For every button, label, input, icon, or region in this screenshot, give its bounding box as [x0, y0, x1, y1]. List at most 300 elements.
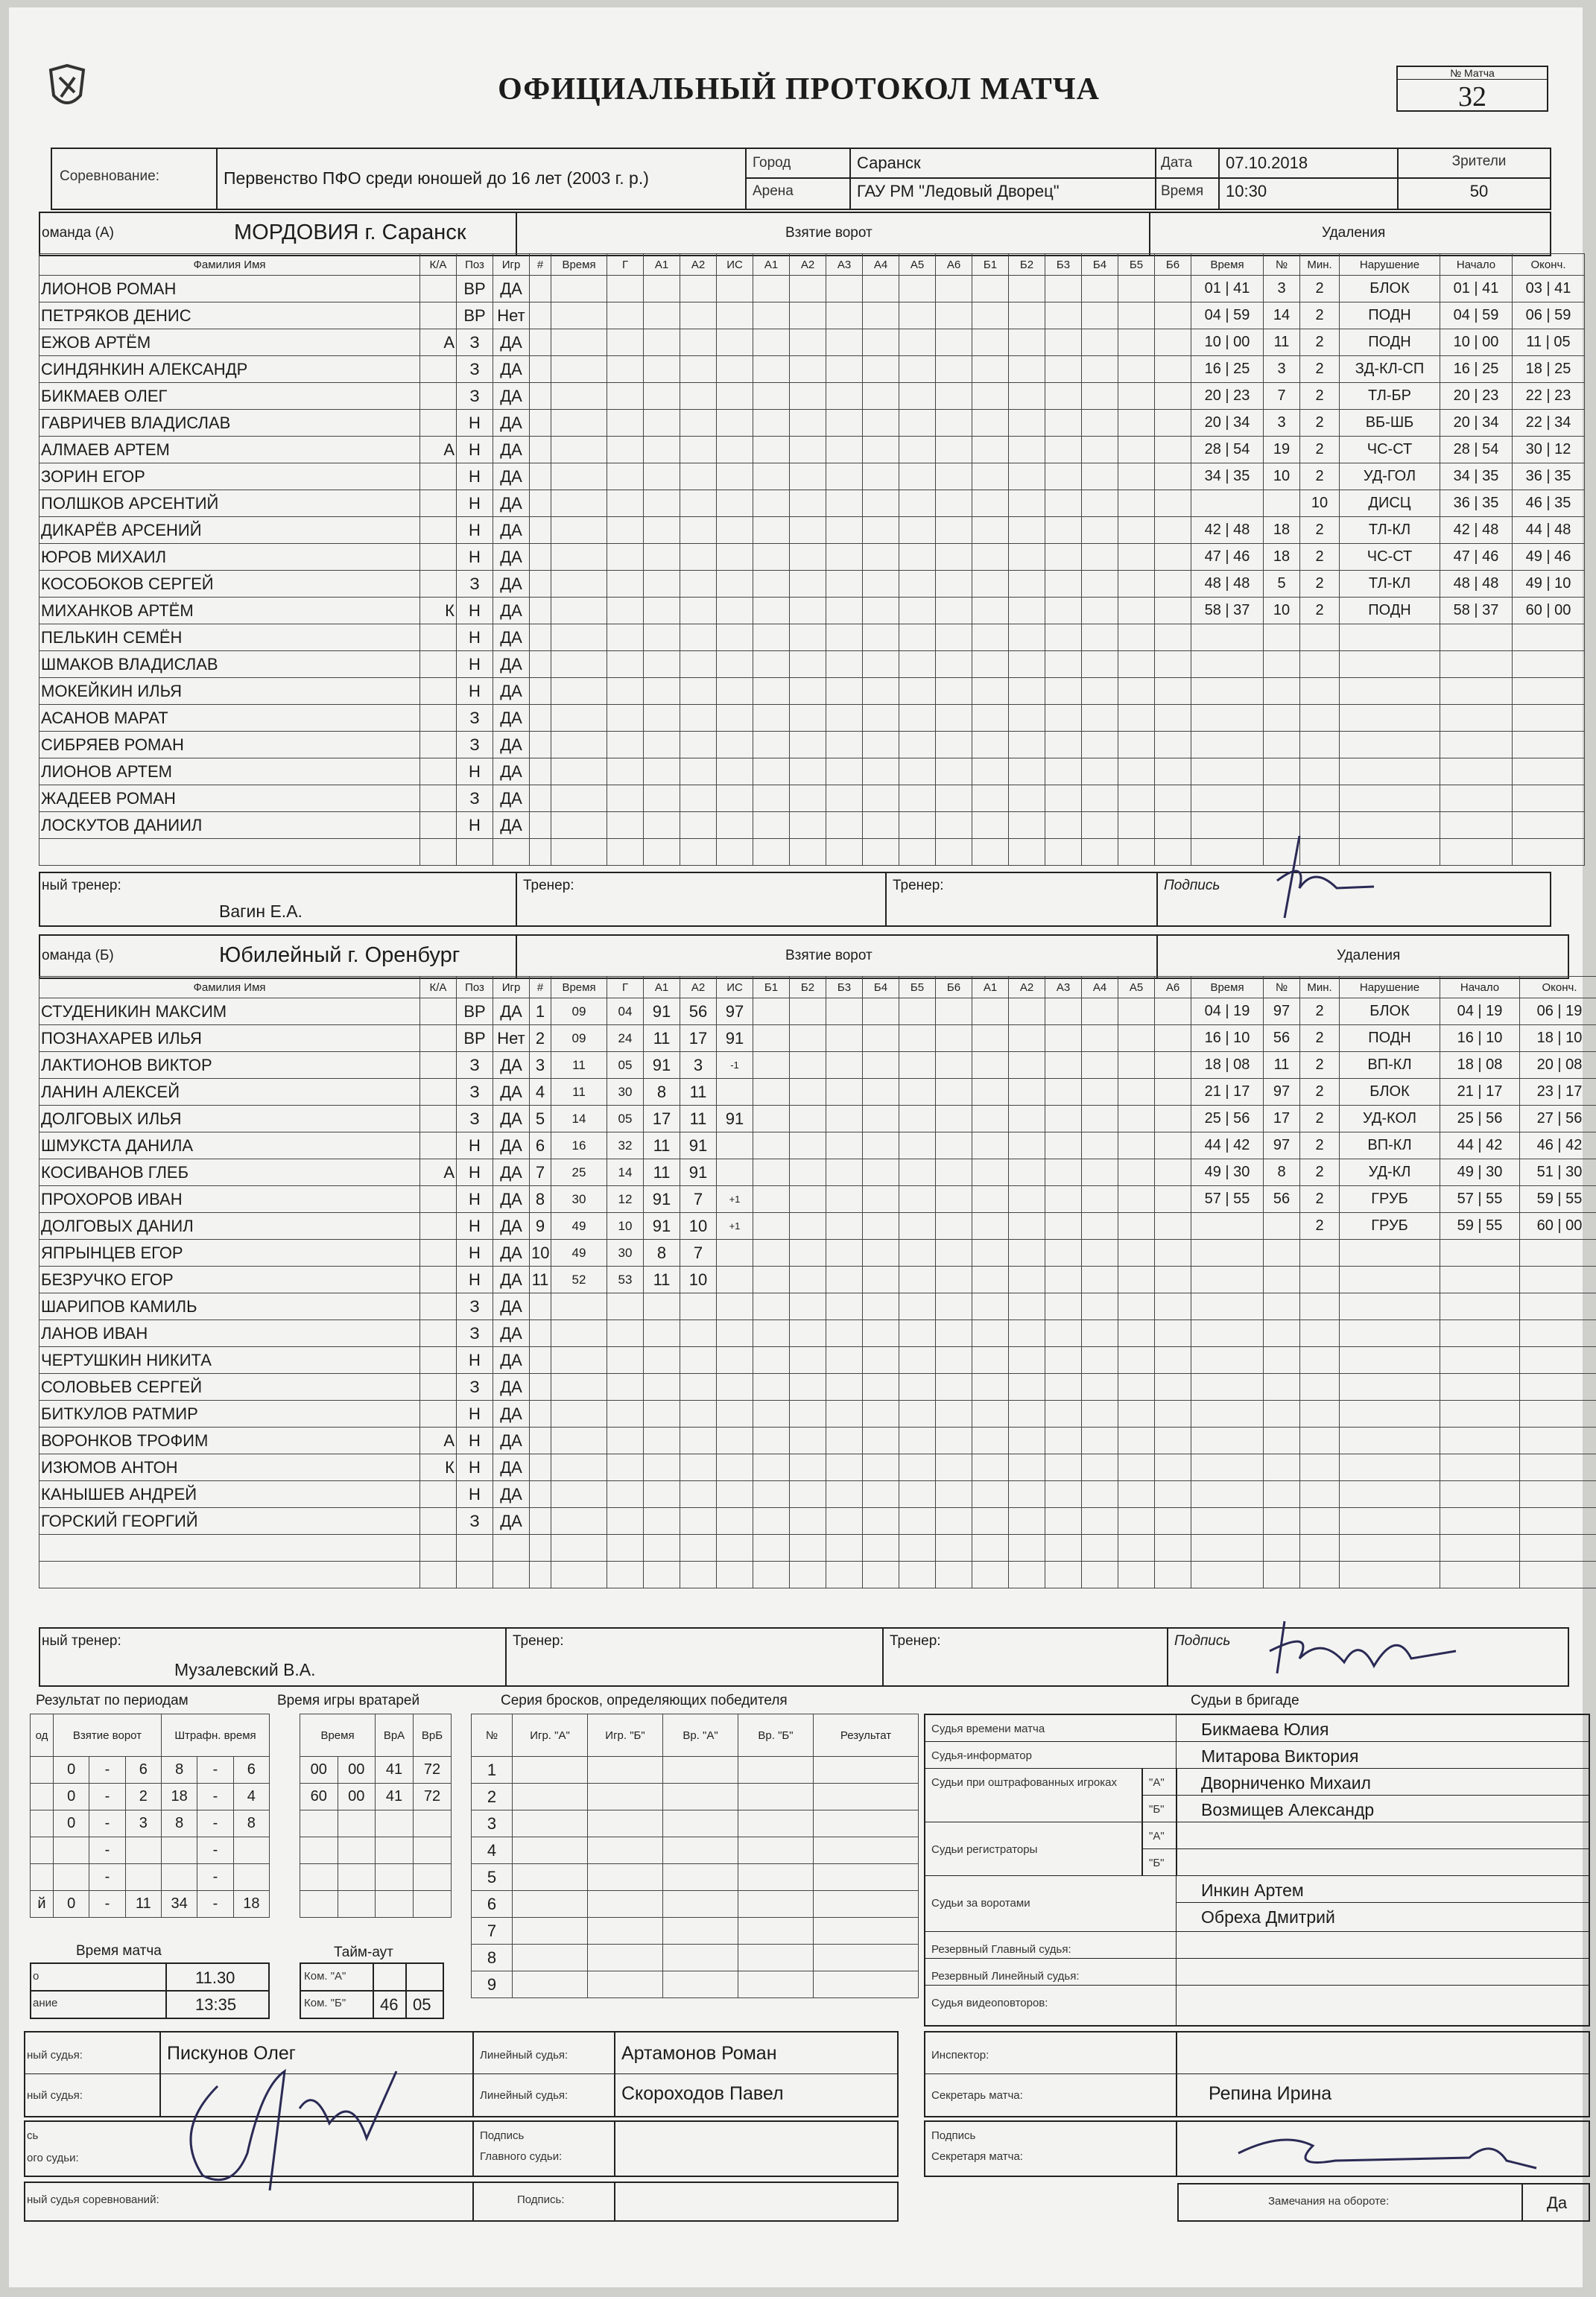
- periods-table: [30, 1714, 270, 1918]
- goal-cell: [899, 812, 936, 839]
- goal-cell: [790, 785, 826, 812]
- goal-cell: [790, 1106, 826, 1132]
- period-cell: -: [197, 1891, 233, 1918]
- penalty-cell: 3: [1264, 410, 1300, 437]
- player-played: ДА: [493, 1106, 530, 1132]
- goal-cell: 12: [607, 1186, 644, 1213]
- shootout-row: [472, 1891, 919, 1918]
- penalty-cell: [1520, 1374, 1596, 1401]
- player-played: ДА: [493, 1159, 530, 1186]
- player-captain-mark: [420, 356, 457, 383]
- goal-cell: [717, 705, 753, 732]
- goal-cell: [607, 1454, 644, 1481]
- goal-cell: [936, 1213, 972, 1240]
- goal-cell: [1118, 302, 1155, 329]
- roster-header: Фамилия Имя: [39, 254, 420, 276]
- secretary: Репина Ирина: [1209, 2083, 1332, 2104]
- player-position: Н: [457, 1267, 493, 1293]
- goal-cell: [1009, 544, 1045, 571]
- goal-cell: [1082, 1240, 1118, 1267]
- shootout-row: [472, 1864, 919, 1891]
- goal-cell: [551, 1454, 607, 1481]
- goal-cell: [972, 624, 1009, 651]
- goal-cell: [551, 651, 607, 678]
- goal-cell: [972, 732, 1009, 758]
- goal-cell: [1009, 1025, 1045, 1052]
- goal-judge-2: Обреха Дмитрий: [1201, 1907, 1335, 1927]
- goal-cell: [826, 329, 863, 356]
- penalty-cell: 10: [1300, 490, 1340, 517]
- penalty-header: №: [1264, 254, 1300, 276]
- goal-cell: [826, 1454, 863, 1481]
- goal-judge-1: Инкин Артем: [1201, 1881, 1304, 1900]
- period-cell: [31, 1864, 54, 1891]
- goal-cell: [551, 490, 607, 517]
- goal-cell: [1082, 1052, 1118, 1079]
- goal-cell: [1082, 1186, 1118, 1213]
- goal-cell: [1009, 1052, 1045, 1079]
- player-played: ДА: [493, 276, 530, 302]
- goal-cell: [1082, 1401, 1118, 1428]
- goal-cell: [1155, 1481, 1191, 1508]
- player-played: [493, 839, 530, 866]
- secretary-sign-label-2: Секретаря матча:: [931, 2150, 1023, 2163]
- date-label: Дата: [1161, 155, 1193, 171]
- penalty-cell: [1264, 732, 1300, 758]
- goal-cell: [607, 758, 644, 785]
- goal-cell: [863, 1562, 899, 1588]
- goal-cell: [1009, 329, 1045, 356]
- goal-cell: 25: [551, 1159, 607, 1186]
- goal-cell: [717, 598, 753, 624]
- goal-cell: [1009, 1481, 1045, 1508]
- goal-cell: [680, 678, 717, 705]
- goal-cell: [826, 1186, 863, 1213]
- penalty-cell: 44 | 42: [1440, 1132, 1520, 1159]
- goal-cell: [644, 1374, 680, 1401]
- goal-cell: [1082, 839, 1118, 866]
- goal-cell: [1118, 812, 1155, 839]
- player-name: ВОРОНКОВ ТРОФИМ: [39, 1428, 420, 1454]
- goal-cell: [680, 1374, 717, 1401]
- penalty-cell: УД-КЛ: [1340, 1159, 1440, 1186]
- penalty-cell: 49 | 30: [1440, 1159, 1520, 1186]
- goal-cell: [717, 517, 753, 544]
- penalty-cell: 34 | 35: [1191, 463, 1264, 490]
- goal-cell: [680, 1401, 717, 1428]
- goal-cell: [1009, 1374, 1045, 1401]
- goal-cell: [551, 1535, 607, 1562]
- penalty-cell: ЗД-КЛ-СП: [1340, 356, 1440, 383]
- goal-cell: [826, 678, 863, 705]
- goal-cell: [826, 1240, 863, 1267]
- competition-label: Соревнование:: [60, 168, 159, 184]
- goal-cell: [863, 1347, 899, 1374]
- goal-cell: [936, 732, 972, 758]
- goal-cell: [826, 410, 863, 437]
- goal-cell: [972, 1454, 1009, 1481]
- penalty-cell: [1520, 1401, 1596, 1428]
- goal-cell: [753, 839, 790, 866]
- period-cell: 6: [233, 1757, 269, 1784]
- goal-header: А1: [972, 977, 1009, 998]
- goal-cell: [644, 785, 680, 812]
- shootout-table: [471, 1714, 919, 1998]
- penalty-cell: [1300, 1320, 1340, 1347]
- goal-cell: [1155, 651, 1191, 678]
- goal-cell: [717, 1508, 753, 1535]
- goal-cell: 11: [644, 1025, 680, 1052]
- goal-cell: [1082, 1508, 1118, 1535]
- penalty-cell: [1520, 1267, 1596, 1293]
- period-cell: 0: [54, 1891, 89, 1918]
- goal-cell: [1045, 276, 1082, 302]
- goal-cell: [899, 624, 936, 651]
- roster-header: Игр: [493, 254, 530, 276]
- goal-cell: [753, 1159, 790, 1186]
- goal-cell: [1009, 437, 1045, 463]
- goal-cell: [1009, 1186, 1045, 1213]
- penalty-cell: [1191, 624, 1264, 651]
- goal-cell: [1045, 1428, 1082, 1454]
- goal-cell: [530, 598, 551, 624]
- brigade-title: Судьи в бригаде: [1191, 1693, 1299, 1708]
- goal-cell: [753, 598, 790, 624]
- player-captain-mark: [420, 383, 457, 410]
- player-position: З: [457, 1508, 493, 1535]
- goal-cell: [1009, 517, 1045, 544]
- player-captain-mark: А: [420, 437, 457, 463]
- goal-cell: [753, 437, 790, 463]
- player-played: ДА: [493, 1267, 530, 1293]
- goal-cell: [899, 463, 936, 490]
- penalty-cell: 20 | 08: [1520, 1052, 1596, 1079]
- goal-header: А2: [680, 977, 717, 998]
- goal-cell: [607, 624, 644, 651]
- goal-cell: [644, 329, 680, 356]
- goal-cell: [790, 1159, 826, 1186]
- goal-cell: [644, 302, 680, 329]
- player-name: ДОЛГОВЫХ ИЛЬЯ: [39, 1106, 420, 1132]
- goal-cell: [551, 463, 607, 490]
- shootout-cell: [588, 1837, 663, 1864]
- goal-cell: [790, 1320, 826, 1347]
- timeout-box: [300, 1962, 444, 2019]
- goal-cell: [972, 1079, 1009, 1106]
- comp-sign-label: Подпись:: [517, 2193, 565, 2206]
- goal-cell: [936, 839, 972, 866]
- goal-cell: [551, 1347, 607, 1374]
- goal-cell: [899, 1132, 936, 1159]
- goal-cell: [826, 598, 863, 624]
- player-name: БЕЗРУЧКО ЕГОР: [39, 1267, 420, 1293]
- goal-cell: [1118, 1481, 1155, 1508]
- penalty-cell: [1340, 1562, 1440, 1588]
- penalty-cell: ВП-КЛ: [1340, 1052, 1440, 1079]
- goal-cell: [1155, 1213, 1191, 1240]
- player-played: ДА: [493, 705, 530, 732]
- goal-cell: [753, 1240, 790, 1267]
- goal-header: Б2: [1009, 254, 1045, 276]
- goal-cell: [607, 705, 644, 732]
- goal-cell: [644, 490, 680, 517]
- penalty-cell: [1264, 651, 1300, 678]
- team-a-name: МОРДОВИЯ г. Саранск: [234, 221, 466, 244]
- goal-cell: [936, 705, 972, 732]
- goal-cell: [753, 410, 790, 437]
- player-captain-mark: [420, 839, 457, 866]
- player-row: [39, 571, 1585, 598]
- goal-cell: [680, 410, 717, 437]
- goal-cell: 7: [530, 1159, 551, 1186]
- player-captain-mark: [420, 1347, 457, 1374]
- goal-cell: [1155, 812, 1191, 839]
- penalty-cell: [1191, 705, 1264, 732]
- goal-cell: [1009, 1159, 1045, 1186]
- player-row: [39, 1535, 1596, 1562]
- penalty-cell: [1440, 1454, 1520, 1481]
- penalty-cell: [1513, 785, 1585, 812]
- penalty-cell: 20 | 34: [1440, 410, 1513, 437]
- goal-cell: [863, 1454, 899, 1481]
- goal-cell: [790, 410, 826, 437]
- goal-cell: [972, 1535, 1009, 1562]
- penalty-cell: [1300, 624, 1340, 651]
- goal-cell: 11: [551, 1052, 607, 1079]
- goal-cell: [790, 758, 826, 785]
- goal-cell: [753, 571, 790, 598]
- goal-cell: [753, 329, 790, 356]
- spectators: 50: [1469, 182, 1489, 200]
- shootout-cell: [738, 1918, 814, 1945]
- goal-cell: [680, 1347, 717, 1374]
- goal-cell: [717, 812, 753, 839]
- goal-cell: [863, 410, 899, 437]
- player-captain-mark: [420, 1240, 457, 1267]
- goal-cell: [607, 1562, 644, 1588]
- goalie-row: [300, 1757, 452, 1784]
- goal-cell: [717, 383, 753, 410]
- player-played: ДА: [493, 437, 530, 463]
- player-played: ДА: [493, 1454, 530, 1481]
- player-row: [39, 1267, 1596, 1293]
- penalty-cell: [1340, 732, 1440, 758]
- player-position: ВР: [457, 998, 493, 1025]
- penalty-cell: 57 | 55: [1191, 1186, 1264, 1213]
- player-position: Н: [457, 1481, 493, 1508]
- player-name: ЛАКТИОНОВ ВИКТОР: [39, 1052, 420, 1079]
- penalty-cell: [1440, 732, 1513, 758]
- player-captain-mark: [420, 490, 457, 517]
- penalty-cell: 11: [1264, 329, 1300, 356]
- goal-cell: [972, 302, 1009, 329]
- goal-cell: [1118, 1454, 1155, 1481]
- goal-cell: [1045, 785, 1082, 812]
- player-position: Н: [457, 1240, 493, 1267]
- penalty-cell: 10: [1264, 463, 1300, 490]
- penalty-cell: 10 | 00: [1440, 329, 1513, 356]
- goal-cell: 1: [530, 998, 551, 1025]
- penalty-cell: [1440, 678, 1513, 705]
- informer-label: Судья-информатор: [931, 1749, 1032, 1762]
- penalty-cell: [1300, 1481, 1340, 1508]
- goal-cell: [530, 276, 551, 302]
- player-name: ДОЛГОВЫХ ДАНИЛ: [39, 1213, 420, 1240]
- player-played: ДА: [493, 1240, 530, 1267]
- goal-cell: 7: [680, 1240, 717, 1267]
- sign-main-label-1: Подпись: [480, 2129, 525, 2142]
- goal-cell: [1155, 1025, 1191, 1052]
- penalty-cell: 57 | 55: [1440, 1186, 1520, 1213]
- goal-cell: [972, 276, 1009, 302]
- shootout-cell: [814, 1891, 919, 1918]
- goal-cell: [1045, 1159, 1082, 1186]
- player-position: З: [457, 1106, 493, 1132]
- penalty-cell: 18 | 08: [1440, 1052, 1520, 1079]
- goal-cell: [1009, 678, 1045, 705]
- goalie-header: Время: [300, 1714, 376, 1757]
- goal-cell: [1045, 1079, 1082, 1106]
- goal-cell: [680, 1293, 717, 1320]
- goalie-cell: 72: [414, 1757, 452, 1784]
- goal-cell: 3: [530, 1052, 551, 1079]
- goal-cell: [1155, 758, 1191, 785]
- goal-cell: [717, 651, 753, 678]
- penalty-judge-a: Дворниченко Михаил: [1201, 1773, 1371, 1793]
- penalty-cell: [1440, 785, 1513, 812]
- player-row: [39, 490, 1585, 517]
- period-row: [31, 1837, 270, 1864]
- penalty-cell: 97: [1264, 998, 1300, 1025]
- penalty-cell: 2: [1300, 437, 1340, 463]
- goal-cell: [899, 1454, 936, 1481]
- player-played: ДА: [493, 1428, 530, 1454]
- goal-cell: [972, 1186, 1009, 1213]
- penalty-cell: 04 | 19: [1440, 998, 1520, 1025]
- goalie-cell: [300, 1837, 338, 1864]
- goal-cell: [936, 758, 972, 785]
- goal-cell: [1118, 1186, 1155, 1213]
- shootout-cell: [663, 1971, 738, 1998]
- goal-cell: [644, 678, 680, 705]
- goal-cell: [644, 1508, 680, 1535]
- goal-cell: [1009, 1106, 1045, 1132]
- player-captain-mark: [420, 812, 457, 839]
- goal-cell: [863, 329, 899, 356]
- goal-cell: [790, 571, 826, 598]
- goal-cell: [717, 437, 753, 463]
- shootout-cell: [663, 1945, 738, 1971]
- goalie-cell: [414, 1864, 452, 1891]
- shootout-cell: [814, 1918, 919, 1945]
- goal-header: А5: [899, 254, 936, 276]
- goal-cell: [1082, 1267, 1118, 1293]
- goal-cell: [936, 1025, 972, 1052]
- penalty-cell: БЛОК: [1340, 1079, 1440, 1106]
- penalty-cell: 44 | 42: [1191, 1132, 1264, 1159]
- goal-cell: [826, 705, 863, 732]
- goal-cell: [644, 1401, 680, 1428]
- goal-cell: [936, 785, 972, 812]
- goal-cell: 91: [717, 1106, 753, 1132]
- goal-cell: [1045, 410, 1082, 437]
- penalty-cell: [1340, 705, 1440, 732]
- penalty-cell: [1300, 758, 1340, 785]
- penalty-cell: 2: [1300, 1025, 1340, 1052]
- penalty-cell: 30 | 12: [1513, 437, 1585, 463]
- goal-cell: [936, 812, 972, 839]
- penalty-cell: 58 | 37: [1191, 598, 1264, 624]
- goalie-cell: [338, 1810, 376, 1837]
- penalty-cell: [1440, 1401, 1520, 1428]
- goal-cell: [1118, 1052, 1155, 1079]
- goal-cell: [972, 356, 1009, 383]
- goal-cell: 5: [530, 1106, 551, 1132]
- goal-cell: [1155, 490, 1191, 517]
- penalty-cell: ТЛ-КЛ: [1340, 517, 1440, 544]
- player-name: ГАВРИЧЕВ ВЛАДИСЛАВ: [39, 410, 420, 437]
- player-name: СИНДЯНКИН АЛЕКСАНДР: [39, 356, 420, 383]
- time: 10:30: [1226, 182, 1267, 200]
- player-captain-mark: [420, 1508, 457, 1535]
- goal-cell: [530, 544, 551, 571]
- goal-cell: [972, 1052, 1009, 1079]
- goal-cell: [790, 517, 826, 544]
- penalty-cell: [1340, 1320, 1440, 1347]
- player-name: ШМАКОВ ВЛАДИСЛАВ: [39, 651, 420, 678]
- goal-cell: 3: [680, 1052, 717, 1079]
- protocol-sheet: [9, 7, 1583, 2287]
- goal-cell: [863, 302, 899, 329]
- goal-cell: [530, 678, 551, 705]
- penalty-cell: [1513, 651, 1585, 678]
- penalty-cell: [1300, 1347, 1340, 1374]
- goal-cell: 91: [644, 1052, 680, 1079]
- shootout-cell: [588, 1757, 663, 1784]
- goal-cell: [863, 1052, 899, 1079]
- goal-cell: [1155, 1132, 1191, 1159]
- goal-cell: [936, 276, 972, 302]
- goal-cell: [1118, 1106, 1155, 1132]
- goal-cell: [936, 1454, 972, 1481]
- goal-cell: [530, 356, 551, 383]
- goal-cell: [1082, 571, 1118, 598]
- player-row: [39, 1106, 1596, 1132]
- match-end-label: ание: [33, 1997, 58, 2009]
- goal-cell: [863, 1481, 899, 1508]
- goal-cell: [530, 1347, 551, 1374]
- goal-cell: 49: [551, 1240, 607, 1267]
- penalty-cell: 22 | 23: [1513, 383, 1585, 410]
- goal-cell: [972, 329, 1009, 356]
- penalty-cell: 58 | 37: [1440, 598, 1513, 624]
- penalty-cell: [1300, 651, 1340, 678]
- goal-cell: [790, 1428, 826, 1454]
- goal-cell: [790, 1267, 826, 1293]
- goal-cell: [936, 678, 972, 705]
- goal-cell: +1: [717, 1186, 753, 1213]
- player-captain-mark: [420, 732, 457, 758]
- penalty-cell: 28 | 54: [1191, 437, 1264, 463]
- goal-cell: [899, 1562, 936, 1588]
- player-played: Нет: [493, 302, 530, 329]
- goal-cell: 91: [680, 1159, 717, 1186]
- goal-cell: [530, 1428, 551, 1454]
- goal-cell: [551, 571, 607, 598]
- goal-cell: [1082, 463, 1118, 490]
- goal-cell: [530, 490, 551, 517]
- player-name: АЛМАЕВ АРТЕМ: [39, 437, 420, 463]
